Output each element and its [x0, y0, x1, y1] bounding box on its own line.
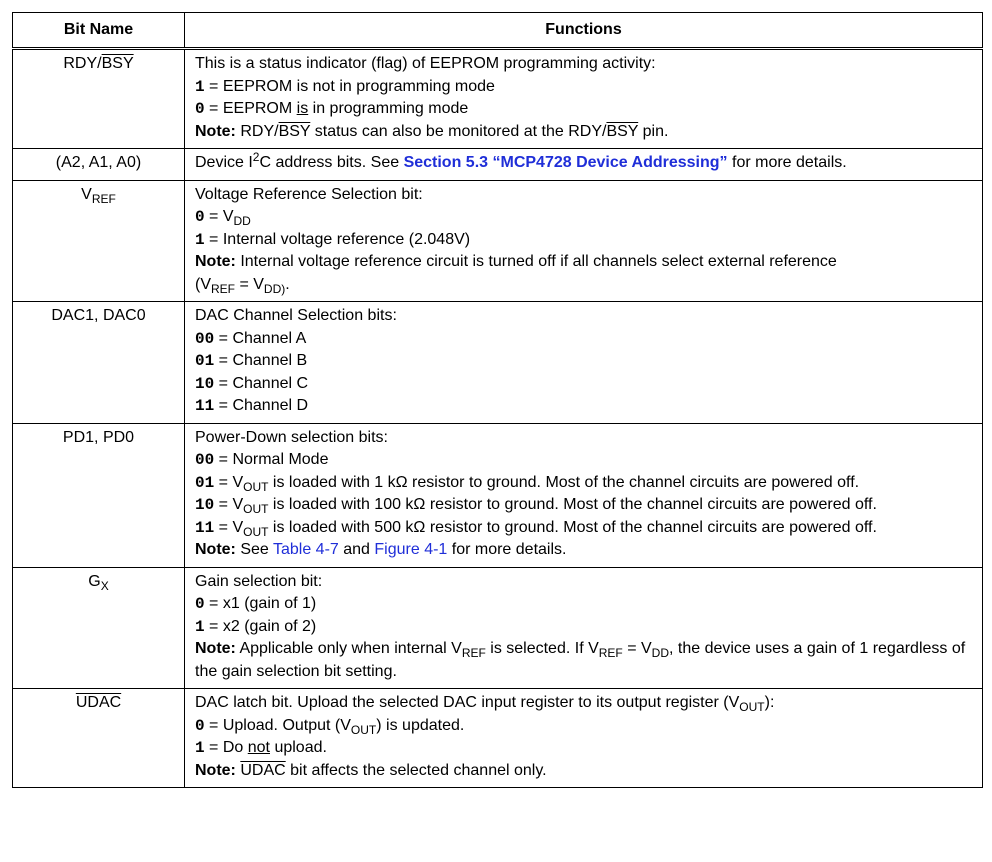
note-text: bit affects the selected channel only.	[285, 761, 547, 779]
subscript: OUT	[739, 700, 765, 714]
note-text: (V	[195, 275, 211, 293]
function-cell	[185, 567, 983, 689]
option-text: is loaded with 1 kΩ resistor to ground. Most of the channel circuits are powered off.	[268, 473, 860, 491]
option-line	[195, 737, 974, 760]
subscript: OUT	[243, 502, 269, 516]
option-line	[195, 494, 974, 517]
bit-name-cell	[13, 180, 185, 302]
option-code: 11	[195, 397, 215, 415]
option-text: = Upload. Output (V	[204, 716, 351, 734]
option-text: = Do	[204, 739, 248, 756]
option-text: = V	[214, 473, 244, 491]
option-code: 00	[195, 329, 215, 348]
option-line	[195, 373, 974, 396]
note-label: Note:	[195, 253, 236, 270]
option-code: 10	[195, 374, 215, 393]
note-text: pin.	[638, 122, 669, 140]
note-label: Note:	[195, 640, 236, 657]
bit-name-rdy: RDY/	[63, 55, 102, 72]
description-text: DAC latch bit. Upload the selected DAC input register to its output register (V	[195, 694, 740, 711]
bit-name-cell	[13, 567, 185, 689]
note-text: is selected. If V	[485, 640, 599, 657]
header-functions: Functions	[185, 13, 983, 49]
note-line	[195, 638, 974, 683]
note-label: Note:	[195, 122, 236, 140]
function-cell	[185, 149, 983, 181]
option-code: 1	[195, 617, 205, 636]
description-text: ):	[764, 694, 775, 711]
note-label: Note:	[195, 761, 236, 779]
option-code: 00	[195, 451, 215, 469]
option-line	[195, 593, 974, 616]
table-row-rdy-bsy	[13, 49, 983, 149]
note-label: Note:	[195, 541, 236, 558]
table-row-power-down	[13, 423, 983, 567]
header-bit-name: Bit Name	[13, 13, 185, 49]
option-code: 1	[195, 77, 205, 96]
note-text-overlined: UDAC	[240, 761, 286, 779]
bit-name-udac: UDAC	[75, 694, 122, 711]
subscript: REF	[211, 281, 235, 296]
option-text: = EEPROM	[204, 100, 297, 117]
note-text: for more details.	[447, 541, 567, 558]
function-cell	[185, 689, 983, 788]
table-row-gain	[13, 567, 983, 689]
note-line	[195, 251, 974, 274]
option-line	[195, 76, 974, 99]
function-description: Gain selection bit:	[195, 572, 323, 590]
function-cell	[185, 180, 983, 302]
option-text: = Channel C	[214, 374, 309, 392]
subscript: OUT	[243, 524, 269, 539]
option-text: = Channel B	[214, 352, 308, 369]
register-bit-table-container	[12, 12, 982, 788]
register-bit-table	[12, 12, 983, 788]
description-text: Device I	[195, 154, 253, 171]
bit-name-main: V	[81, 185, 92, 203]
note-text-overlined: $\overline{BSY}$	[278, 122, 311, 140]
option-text: = Normal Mode	[214, 451, 329, 468]
bit-name-bsy: $\overline{BSY}$	[101, 55, 134, 72]
subscript: REF	[461, 646, 486, 660]
subscript: DD	[651, 646, 669, 660]
option-code: 1	[195, 230, 205, 249]
table-header-row	[13, 13, 983, 49]
superscript: 2	[252, 150, 260, 164]
bit-name-cell	[13, 689, 185, 788]
subscript: OUT	[350, 722, 377, 737]
option-text: = EEPROM is not in programming mode	[204, 77, 495, 95]
option-line	[195, 328, 974, 351]
note-line	[195, 539, 974, 562]
option-code: 01	[195, 473, 215, 492]
option-code: 0	[195, 716, 205, 735]
option-text: = V	[214, 518, 244, 536]
option-text: = x2 (gain of 2)	[204, 617, 317, 635]
note-text: and	[338, 541, 375, 558]
option-line	[195, 98, 974, 121]
subscript: REF	[598, 646, 623, 660]
option-line	[195, 616, 974, 639]
option-line	[195, 395, 974, 418]
note-text: See	[235, 541, 273, 558]
option-text: is loaded with 100 kΩ resistor to ground. Most of the channel circuits are powered off.	[268, 496, 877, 513]
note-line	[195, 274, 974, 297]
note-text-overlined: $\overline{BSY}$	[606, 122, 639, 140]
option-line	[195, 449, 974, 472]
option-code: 0	[195, 100, 205, 118]
function-cell	[185, 49, 983, 149]
option-text: = Channel A	[214, 329, 307, 347]
option-line	[195, 350, 974, 373]
figure-4-1-link[interactable]: Figure 4-1	[374, 541, 448, 558]
note-text: = V	[235, 275, 264, 293]
option-text: = V	[214, 496, 244, 513]
option-text: = x1 (gain of 1)	[204, 595, 317, 612]
function-description: DAC Channel Selection bits:	[195, 307, 397, 324]
description-text: for more details.	[727, 154, 847, 171]
option-code: 01	[195, 352, 215, 370]
function-description: This is a status indicator (flag) of EEPROM programming activity:	[195, 55, 656, 72]
option-text: = Channel D	[214, 397, 309, 414]
function-description: Power-Down selection bits:	[195, 428, 388, 446]
subscript: DD)	[263, 281, 286, 296]
bit-name-cell: DAC1, DAC0	[13, 302, 185, 424]
table-row-dac	[13, 302, 983, 424]
option-code: 11	[195, 518, 215, 537]
bit-name-subscript: X	[100, 578, 109, 593]
note-line	[195, 760, 974, 783]
subscript: DD	[233, 214, 251, 228]
function-description	[195, 692, 974, 715]
table-row-address	[13, 149, 983, 181]
option-code: 0	[195, 208, 205, 226]
note-text: status can also be monitored at the RDY/	[310, 122, 607, 140]
option-text: = V	[204, 208, 234, 225]
option-text: is loaded with 500 kΩ resistor to ground. Most of the channel circuits are powered off.	[268, 518, 877, 536]
note-text: .	[285, 275, 290, 293]
option-line	[195, 517, 974, 540]
option-text-underlined: is	[296, 100, 309, 117]
bit-name-cell	[13, 49, 185, 149]
function-description: Voltage Reference Selection bit:	[195, 185, 423, 203]
table-4-7-link[interactable]: Table 4-7	[272, 541, 339, 558]
function-cell	[185, 423, 983, 567]
option-text: upload.	[270, 739, 327, 756]
option-text: in programming mode	[308, 100, 469, 117]
option-text-underlined: not	[247, 739, 270, 756]
option-line	[195, 715, 974, 738]
bit-name-subscript: REF	[91, 191, 116, 206]
note-text: RDY/	[235, 122, 279, 140]
bit-name-main: G	[88, 572, 101, 590]
option-line	[195, 472, 974, 495]
note-text: , the device uses a gain of 1 regardless of the gain selection bit setting.	[195, 640, 966, 680]
function-cell	[185, 302, 983, 424]
option-text: ) is updated.	[376, 716, 465, 734]
subscript: OUT	[243, 479, 269, 494]
note-line	[195, 121, 974, 144]
table-row-vref	[13, 180, 983, 302]
bit-name-cell: (A2, A1, A0)	[13, 149, 185, 181]
option-line	[195, 229, 974, 252]
option-line	[195, 206, 974, 229]
option-text: = Internal voltage reference (2.048V)	[204, 230, 471, 248]
note-text: = V	[622, 640, 652, 657]
section-link[interactable]: Section 5.3 “MCP4728 Device Addressing”	[403, 154, 728, 171]
description-text: C address bits. See	[259, 154, 404, 171]
option-code: 1	[195, 739, 205, 757]
table-row-udac	[13, 689, 983, 788]
note-text: Internal voltage reference circuit is turned off if all channels select external reference	[235, 253, 837, 270]
function-description	[195, 152, 974, 175]
option-code: 0	[195, 595, 205, 613]
bit-name-cell: PD1, PD0	[13, 423, 185, 567]
note-text: Applicable only when internal V	[235, 640, 462, 657]
option-code: 10	[195, 496, 215, 514]
